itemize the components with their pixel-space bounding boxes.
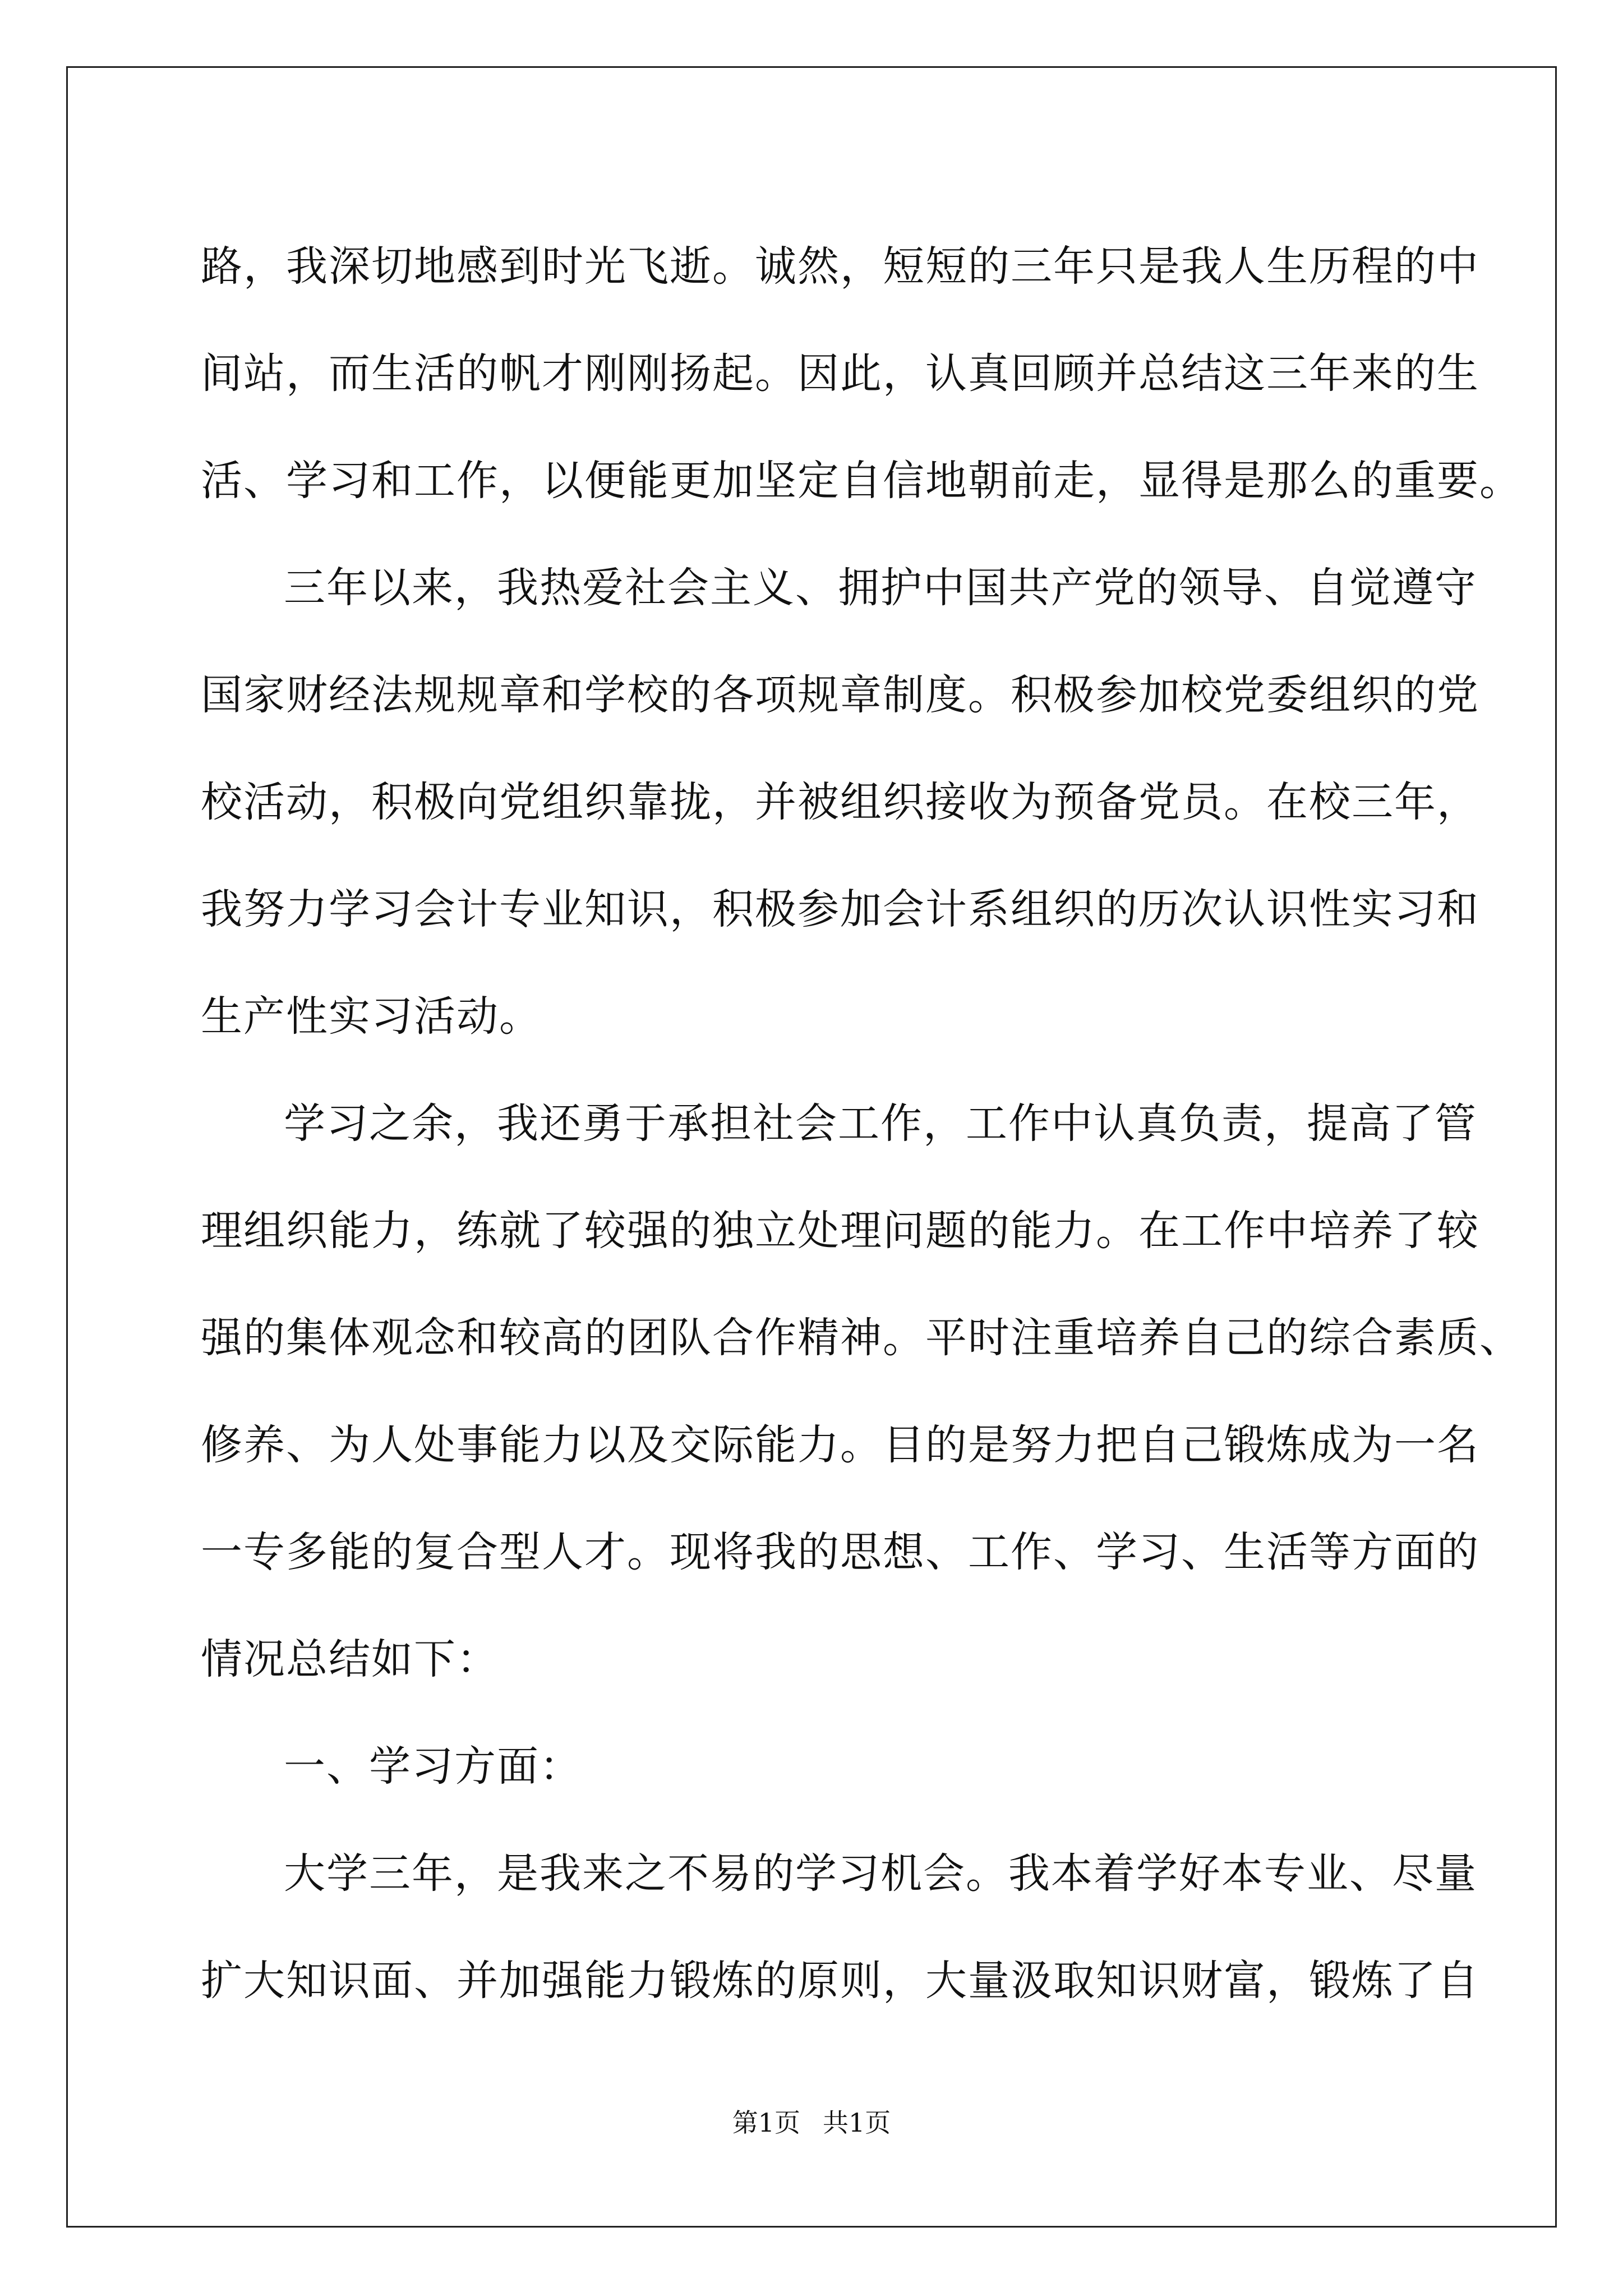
text-line: 我努力学习会计专业知识，积极参加会计系组织的历次认识性实习和 <box>201 885 1479 933</box>
text-line: 活、学习和工作，以便能更加坚定自信地朝前走，显得是那么的重要。 <box>201 457 1522 505</box>
page-footer <box>0 2102 1623 2139</box>
text-line: 一、学习方面： <box>284 1742 582 1791</box>
text-line: 学习之余，我还勇于承担社会工作，工作中认真负责，提高了管 <box>284 1099 1477 1148</box>
text-line: 修养、为人处事能力以及交际能力。目的是努力把自己锻炼成为一名 <box>201 1421 1479 1469</box>
text-line: 生产性实习活动。 <box>201 992 542 1041</box>
text-line: 三年以来，我热爱社会主义、拥护中国共产党的领导、自觉遵守 <box>284 564 1477 612</box>
page-total: 共1页 <box>823 2108 891 2138</box>
text-line: 理组织能力，练就了较强的独立处理问题的能力。在工作中培养了较 <box>201 1207 1479 1255</box>
text-line: 一专多能的复合型人才。现将我的思想、工作、学习、生活等方面的 <box>201 1528 1479 1576</box>
text-line: 国家财经法规规章和学校的各项规章制度。积极参加校党委组织的党 <box>201 671 1479 719</box>
text-line: 路，我深切地感到时光飞逝。诚然，短短的三年只是我人生历程的中 <box>201 242 1479 291</box>
text-line: 扩大知识面、并加强能力锻炼的原则，大量汲取知识财富，锻炼了自 <box>201 1957 1479 2005</box>
page-number: 第1页 <box>732 2108 800 2138</box>
text-line: 情况总结如下： <box>201 1635 499 1683</box>
text-line: 校活动，积极向党组织靠拢，并被组织接收为预备党员。在校三年， <box>201 778 1479 826</box>
text-line: 大学三年，是我来之不易的学习机会。我本着学好本专业、尽量 <box>284 1849 1477 1898</box>
text-line: 间站，而生活的帆才刚刚扬起。因此，认真回顾并总结这三年来的生 <box>201 349 1479 398</box>
document-body <box>201 213 1522 2035</box>
text-line: 强的集体观念和较高的团队合作精神。平时注重培养自己的综合素质、 <box>201 1314 1522 1362</box>
